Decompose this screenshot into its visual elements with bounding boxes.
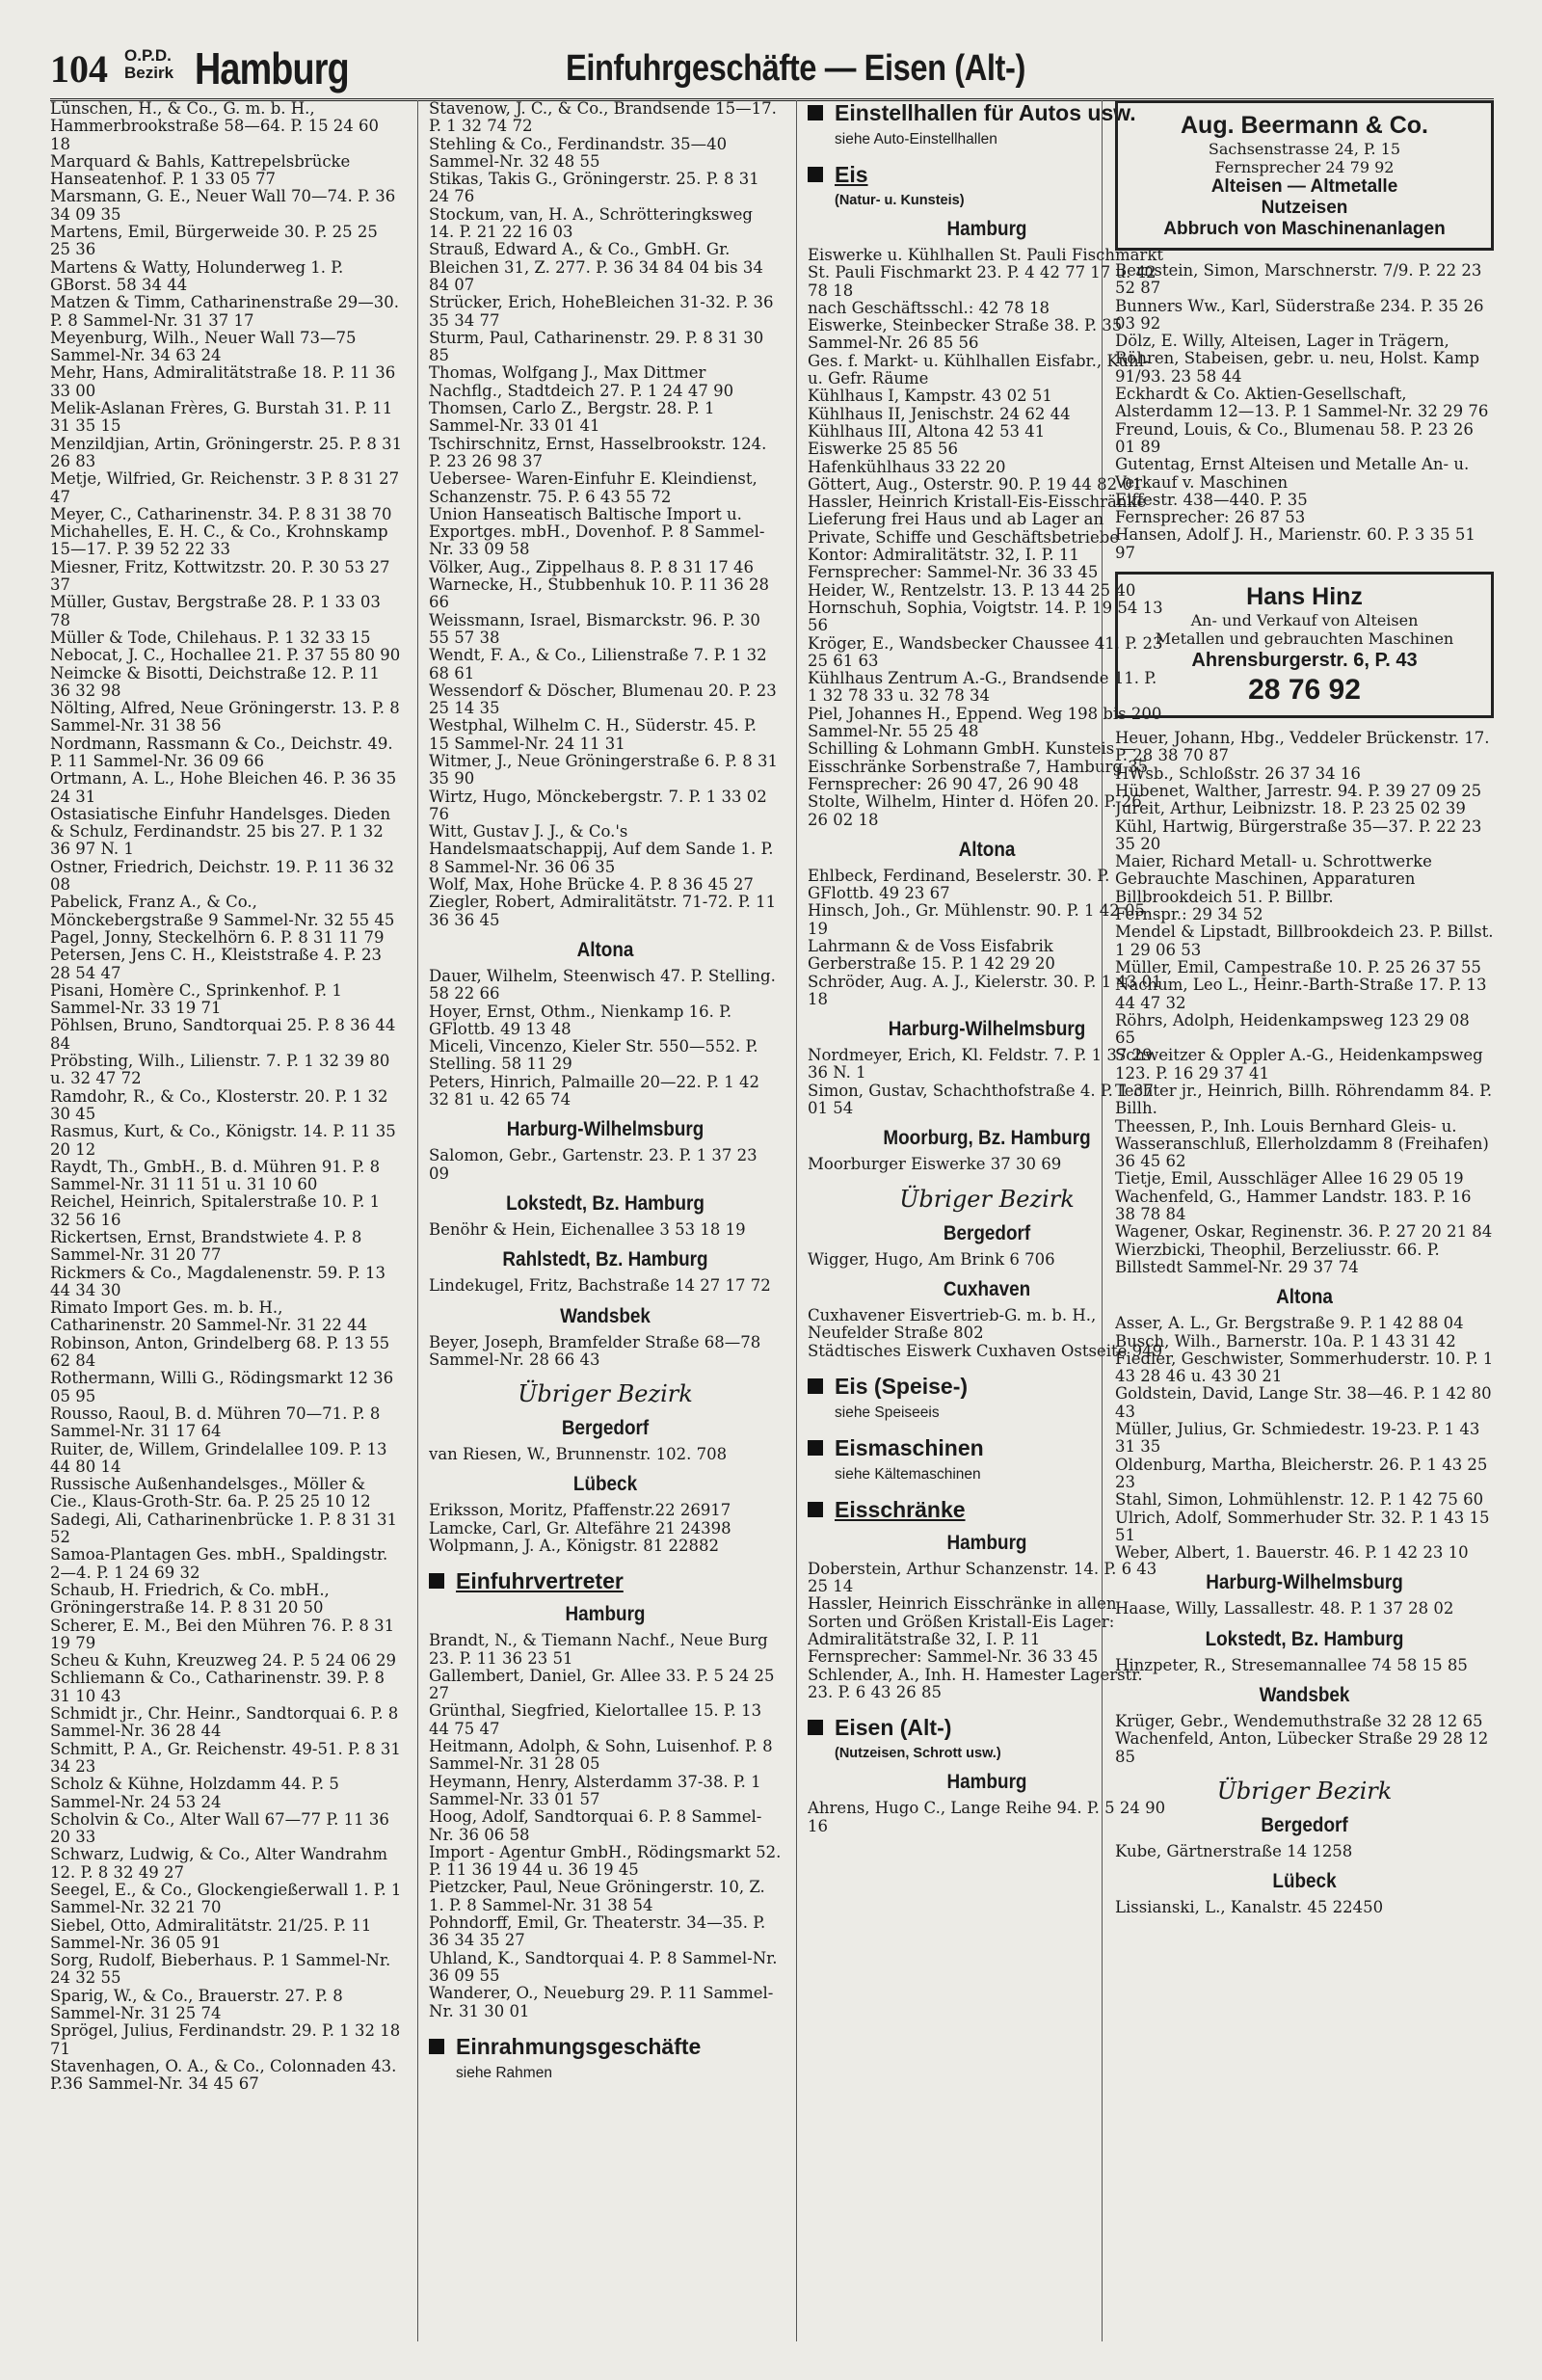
directory-entry: Hinsch, Joh., Gr. Mühlenstr. 90. P. 1 42 05 19 xyxy=(808,901,1145,938)
section-heading-eisschraenke xyxy=(808,1497,1166,1522)
directory-entry: Eckhardt & Co. Aktien-Gesellschaft, Alsterdamm 12—13. P. 1 Sammel-Nr. 32 29 76 xyxy=(1115,385,1489,421)
bullet-square-icon xyxy=(808,1440,823,1456)
directory-entry: Westphal, Wilhelm C. H., Süderstr. 45. P. 15 Sammel-Nr. 24 11 31 xyxy=(429,716,757,753)
directory-entry: Heymann, Henry, Alsterdamm 37-38. P. 1 Sammel-Nr. 33 01 57 xyxy=(429,1772,761,1808)
directory-entry: Eiswerke u. Kühlhallen St. Pauli Fischmarkt xyxy=(808,246,1163,264)
ad-address: Sachsenstrasse 24, P. 15 xyxy=(1208,140,1401,158)
directory-entry: Strauß, Edward A., & Co., GmbH. Gr. Bleichen 31, Z. 277. P. 36 34 84 04 bis 34 84 07 xyxy=(429,240,763,294)
directory-entry: Pöhlsen, Bruno, Sandtorquai 25. P. 8 36 44 84 xyxy=(50,1016,396,1053)
directory-entry: Theessen, P., Inh. Louis Bernhard Gleis- u. Wasseranschluß, Ellerholzdamm 8 (Freihafen) 36 45 62 xyxy=(1115,1116,1489,1171)
directory-entry: Pohndorff, Emil, Gr. Theaterstr. 34—35. P. 36 34 35 27 xyxy=(429,1913,766,1950)
ad-phone: 28 76 92 xyxy=(1248,674,1361,707)
columns xyxy=(50,100,1494,2341)
entry-list xyxy=(429,1147,782,1183)
advertisement-hinz xyxy=(1115,572,1494,718)
directory-entry: Gerberstraße 15. P. 1 42 29 20 xyxy=(808,954,1055,974)
column-4 xyxy=(1115,100,1494,2341)
entry-list xyxy=(1115,1657,1494,1674)
directory-entry: Weissmann, Israel, Bismarckstr. 96. P. 30 55 57 38 xyxy=(429,610,760,647)
directory-entry: Krüger, Gebr., Wendemuthstraße 32 28 12 65 xyxy=(1115,1712,1483,1730)
directory-entry: Meyer, C., Catharinenstr. 34. P. 8 31 38 70 xyxy=(50,504,392,523)
directory-entry: Schweitzer & Oppler A.-G., Heidenkampsweg 123. P. 16 29 37 41 xyxy=(1115,1046,1483,1083)
directory-entry: Witt, Gustav J. J., & Co.'s Handelsmaatschappij, Auf dem Sande 1. P. 8 Sammel-Nr. 36 06 35 xyxy=(429,822,774,876)
directory-entry: Strücker, Erich, HoheBleichen 31-32. P. 36 35 34 77 xyxy=(429,293,774,330)
bullet-square-icon xyxy=(808,1378,823,1394)
city-heading: Bergedorf xyxy=(561,1417,650,1440)
section-heading-einrahmung xyxy=(429,2034,782,2059)
directory-entry: Schaub, H. Friedrich, & Co. mbH., Gröningerstraße 14. P. 8 31 20 50 xyxy=(50,1580,330,1618)
directory-entry: Hübenet, Walther, Jarrestr. 94. P. 39 27 09 25 xyxy=(1115,781,1482,800)
entry-list xyxy=(429,1502,782,1555)
directory-entry: Marquard & Bahls, Kattrepelsbrücke Hanseatenhof. P. 1 33 05 77 xyxy=(50,151,351,189)
entry-list xyxy=(808,1156,1166,1173)
city-heading: Hamburg xyxy=(946,1531,1027,1554)
directory-entry: Ahrens, Hugo C., Lange Reihe 94. P. 5 24 90 16 xyxy=(808,1799,1166,1835)
directory-entry: Stockum, van, H. A., Schrötteringksweg 14. P. 21 22 16 03 xyxy=(429,204,753,242)
city-heading: Harburg-Wilhelmsburg xyxy=(888,1018,1086,1041)
entry-list xyxy=(1115,1315,1494,1562)
directory-entry: Schmitt, P. A., Gr. Reichenstr. 49-51. P. 8 31 34 23 xyxy=(50,1739,401,1776)
section-title: Eis (Speise-) xyxy=(835,1373,969,1399)
section-subtitle: (Natur- u. Kunsteis) xyxy=(835,193,965,208)
city-heading: Rahlstedt, Bz. Hamburg xyxy=(502,1248,708,1271)
directory-entry: Ziegler, Robert, Admiralitätstr. 71-72. P. 11 36 36 45 xyxy=(429,893,777,929)
directory-entry: Michahelles, E. H. C., & Co., Krohnskamp 15—17. P. 39 52 22 33 xyxy=(50,522,388,559)
entry-list xyxy=(429,968,782,1109)
directory-entry: Tschirschnitz, Ernst, Hasselbrookstr. 124. P. 23 26 98 37 xyxy=(429,434,767,470)
ad-company-name: Hans Hinz xyxy=(1246,583,1363,611)
entry-list xyxy=(1115,1843,1494,1860)
directory-entry: Bunners Ww., Karl, Süderstraße 234. P. 35 26 03 92 xyxy=(1115,296,1484,333)
city-heading: Hamburg xyxy=(946,218,1027,240)
directory-entry: Hafenkühlhaus 33 22 20 xyxy=(808,457,1006,476)
directory-entry: Grünthal, Siegfried, Kielortallee 15. P. 13 44 75 47 xyxy=(429,1701,762,1738)
directory-entry: Bernstein, Simon, Marschnerstr. 7/9. P. 22 23 52 87 xyxy=(1115,261,1482,298)
city-heading: Bergedorf xyxy=(943,1221,1031,1244)
directory-entry: Meyenburg, Wilh., Neuer Wall 73—75 Sammel-Nr. 34 63 24 xyxy=(50,328,357,365)
directory-entry: Eriksson, Moritz, Pfaffenstr.22 26917 xyxy=(429,1501,731,1520)
entry-list xyxy=(1115,1713,1494,1766)
directory-entry: Wachenfeld, Anton, Lübecker Straße 29 28 12 85 xyxy=(1115,1729,1489,1766)
directory-entry: nach Geschäftsschl.: 42 78 18 xyxy=(808,298,1050,317)
directory-entry: Uebersee- Waren-Einfuhr E. Kleindienst, Schanzenstr. 75. P. 6 43 55 72 xyxy=(429,469,758,506)
directory-entry: Robinson, Anton, Grindelberg 68. P. 13 55 62 84 xyxy=(50,1333,390,1371)
directory-entry: Mehr, Hans, Admiralitätstraße 18. P. 11 36 33 00 xyxy=(50,363,396,400)
directory-entry: Oldenburg, Martha, Bleicherstr. 26. P. 1 43 25 23 xyxy=(1115,1455,1488,1491)
city-heading: Lübeck xyxy=(1272,1870,1337,1893)
entry-list xyxy=(808,1307,1166,1360)
directory-entry: Schilling & Lohmann GmbH. Kunsteis — Eisschränke Sorbenstraße 7, Hamburg 35 xyxy=(808,739,1149,776)
column-2 xyxy=(429,100,782,2341)
directory-entry: Kühlhaus I, Kampstr. 43 02 51 xyxy=(808,387,1052,406)
directory-entry: Raydt, Th., GmbH., B. d. Mühren 91. P. 8 Sammel-Nr. 31 11 51 u. 31 10 60 xyxy=(50,1157,381,1194)
directory-entry: Hansen, Adolf J. H., Marienstr. 60. P. 3 35 51 97 xyxy=(1115,525,1476,562)
column-1 xyxy=(50,100,403,2341)
entry-list xyxy=(429,1277,782,1295)
directory-entry: Thomsen, Carlo Z., Bergstr. 28. P. 1 Sammel-Nr. 33 01 41 xyxy=(429,399,715,436)
directory-entry: Stikas, Takis G., Gröningerstr. 25. P. 8 31 24 76 xyxy=(429,170,759,206)
directory-entry: Wigger, Hugo, Am Brink 6 706 xyxy=(808,1249,1055,1269)
directory-entry: Lindekugel, Fritz, Bachstraße 14 27 17 72 xyxy=(429,1276,771,1296)
directory-entry: Hoyer, Ernst, Othm., Nienkamp 16. P. GFlottb. 49 13 48 xyxy=(429,1002,732,1038)
bullet-square-icon xyxy=(808,105,823,120)
directory-entry: Scheu & Kuhn, Kreuzweg 24. P. 5 24 06 29 xyxy=(50,1651,397,1671)
directory-entry: Müller & Tode, Chilehaus. P. 1 32 33 15 xyxy=(50,628,371,647)
directory-entry: Neimcke & Bisotti, Deichstraße 12. P. 11 36 32 98 xyxy=(50,663,380,700)
see-reference: siehe Speiseeis xyxy=(835,1404,940,1421)
directory-entry: Völker, Aug., Zippelhaus 8. P. 8 31 17 46 xyxy=(429,557,754,576)
region-heading: Übriger Bezirk xyxy=(1216,1777,1393,1805)
directory-entry: Schröder, Aug. A. J., Kielerstr. 30. P. 1 43 01 18 xyxy=(808,972,1162,1008)
directory-entry: Stolte, Wilhelm, Hinter d. Höfen 20. P. 26 26 02 18 xyxy=(808,792,1142,829)
directory-entry: Nachum, Leo L., Heinr.-Barth-Straße 17. P. 13 44 47 32 xyxy=(1115,976,1487,1012)
advertisement-beermann xyxy=(1115,100,1494,251)
entry-list xyxy=(429,100,782,929)
directory-entry: Fernsprecher: Sammel-Nr. 36 33 45 xyxy=(808,563,1099,582)
section-heading-einstellhallen xyxy=(808,100,1166,125)
directory-entry: Marsmann, G. E., Neuer Wall 70—74. P. 36 34 09 35 xyxy=(50,187,396,224)
directory-entry: Fernsprecher: 26 87 53 xyxy=(1115,508,1306,527)
section-heading-eis xyxy=(808,162,1166,187)
ad-address: Ahrensburgerstr. 6, P. 43 xyxy=(1191,650,1418,672)
entry-list xyxy=(429,1221,782,1239)
entry-list xyxy=(808,247,1166,829)
directory-entry: Sorg, Rudolf, Bieberhaus. P. 1 Sammel-Nr. 24 32 55 xyxy=(50,1951,391,1988)
entry-list xyxy=(429,1446,782,1463)
directory-entry: Müller, Gustav, Bergstraße 28. P. 1 33 03 78 xyxy=(50,593,381,629)
directory-entry: Import - Agentur GmbH., Rödingsmarkt 52. P. 11 36 19 44 u. 36 19 45 xyxy=(429,1842,782,1880)
directory-entry: Miceli, Vincenzo, Kieler Str. 550—552. P. Stelling. 58 11 29 xyxy=(429,1037,758,1074)
directory-entry: Kontor: Admiralitätstr. 32, I. P. 11 xyxy=(808,546,1079,565)
directory-entry: Sprögel, Julius, Ferdinandstr. 29. P. 1 32 18 71 xyxy=(50,2021,401,2058)
directory-entry: Siebel, Otto, Admiralitätstr. 21/25. P. 11 Sammel-Nr. 36 05 91 xyxy=(50,1915,372,1952)
directory-entry: Scholz & Kühne, Holzdamm 44. P. 5 Sammel-Nr. 24 53 24 xyxy=(50,1775,339,1811)
ad-line: An- und Verkauf von Alteisen xyxy=(1190,611,1419,630)
entry-list xyxy=(1115,730,1494,1276)
section-title: Einfuhrvertreter xyxy=(456,1568,624,1594)
directory-entry: Ulrich, Adolf, Sommerhuder Str. 32. P. 1 43 15 51 xyxy=(1115,1508,1490,1544)
entry-list xyxy=(1115,1600,1494,1618)
bullet-square-icon xyxy=(808,167,823,182)
directory-entry: Eiswerke 25 85 56 xyxy=(808,440,959,459)
district-label xyxy=(124,47,173,82)
directory-entry: Beyer, Joseph, Bramfelder Straße 68—78 Sammel-Nr. 28 66 43 xyxy=(429,1332,761,1369)
directory-entry: Hoog, Adolf, Sandtorquai 6. P. 8 Sammel-Nr. 36 06 58 xyxy=(429,1807,762,1844)
bullet-square-icon xyxy=(429,2039,444,2054)
see-reference: siehe Auto-Einstellhallen xyxy=(835,131,997,147)
city-heading: Lokstedt, Bz. Hamburg xyxy=(506,1191,705,1215)
directory-entry: Witmer, J., Neue Gröningerstraße 6. P. 8 31 35 90 xyxy=(429,751,779,789)
ad-line: Metallen und gebrauchten Maschinen xyxy=(1155,629,1454,649)
directory-entry: Jureit, Arthur, Leibnizstr. 18. P. 23 25 02 39 xyxy=(1115,799,1466,818)
directory-entry: Pietzcker, Paul, Neue Gröningerstr. 10, Z. 1. P. 8 Sammel-Nr. 31 38 54 xyxy=(429,1878,765,1914)
ad-line: Abbruch von Maschinenanlagen xyxy=(1163,219,1446,239)
bullet-square-icon xyxy=(429,1573,444,1589)
section-title: Eis xyxy=(835,162,868,187)
directory-entry: Dölz, E. Willy, Alteisen, Lager in Trägern, Röhren, Stabeisen, gebr. u. neu, Holst. Kamp 91/93. 23 58 44 xyxy=(1115,332,1480,386)
directory-entry: Rasmus, Kurt, & Co., Königstr. 14. P. 11 35 20 12 xyxy=(50,1122,396,1159)
directory-entry: HWsb., Schloßstr. 26 37 34 16 xyxy=(1115,763,1361,783)
ad-line: Nutzeisen xyxy=(1261,198,1348,218)
city-heading: Altona xyxy=(1276,1286,1333,1309)
directory-entry: Tietje, Emil, Ausschläger Allee 16 29 05 19 xyxy=(1115,1169,1464,1189)
entry-list xyxy=(808,1561,1166,1701)
directory-entry: Heitmann, Adolph, & Sohn, Luisenhof. P. 8 Sammel-Nr. 31 28 05 xyxy=(429,1737,773,1774)
directory-entry: Städtisches Eiswerk Cuxhaven Ostseite 949 xyxy=(808,1341,1163,1360)
directory-entry: Rickertsen, Ernst, Brandstwiete 4. P. 8 Sammel-Nr. 31 20 77 xyxy=(50,1228,362,1265)
directory-entry: Pagel, Jonny, Steckelhörn 6. P. 8 31 11 79 xyxy=(50,927,385,947)
directory-entry: Wirtz, Hugo, Mönckebergstr. 7. P. 1 33 02 76 xyxy=(429,787,767,823)
city-heading: Harburg-Wilhelmsburg xyxy=(506,1118,705,1141)
directory-entry: Nebocat, J. C., Hochallee 21. P. 37 55 80 90 xyxy=(50,646,401,665)
entry-list xyxy=(808,868,1166,1008)
directory-entry: Uhland, K., Sandtorquai 4. P. 8 Sammel-Nr. 36 09 55 xyxy=(429,1948,778,1985)
district-label-line2: Bezirk xyxy=(124,64,174,82)
city-heading: Wandsbek xyxy=(1259,1684,1350,1706)
directory-entry: Rousso, Raoul, B. d. Mühren 70—71. P. 8 Sammel-Nr. 31 17 64 xyxy=(50,1404,381,1441)
directory-entry: Admiralitätstraße 32, I. P. 11 xyxy=(808,1630,1041,1649)
directory-entry: Mendel & Lipstadt, Billbrookdeich 23. P. Billst. 1 29 06 53 xyxy=(1115,923,1494,959)
directory-entry: Hinzpeter, R., Stresemannallee 74 58 15 85 xyxy=(1115,1655,1468,1674)
section-heading-einfuhrvertreter xyxy=(429,1568,782,1593)
directory-entry: Busch, Wilh., Barnerstr. 10a. P. 1 43 31 42 xyxy=(1115,1331,1456,1350)
directory-entry: Reichel, Heinrich, Spitalerstraße 10. P. 1 32 56 16 xyxy=(50,1192,381,1229)
directory-entry: Martens & Watty, Holunderweg 1. P. GBorst. 58 34 44 xyxy=(50,257,344,294)
entry-list xyxy=(429,1334,782,1370)
directory-entry: Brandt, N., & Tiemann Nachf., Neue Burg 23. P. 11 36 23 51 xyxy=(429,1631,768,1668)
section-subtitle: (Nutzeisen, Schrott usw.) xyxy=(835,1746,1001,1762)
section-title: Einstellhallen für Autos usw. xyxy=(835,100,1136,125)
city-heading: Lokstedt, Bz. Hamburg xyxy=(1205,1627,1404,1650)
directory-entry: Weber, Albert, 1. Bauerstr. 46. P. 1 42 23 10 xyxy=(1115,1543,1469,1563)
bullet-square-icon xyxy=(808,1502,823,1517)
directory-entry: Cuxhavener Eisvertrieb-G. m. b. H., Neufelder Straße 802 xyxy=(808,1305,1097,1343)
entry-list xyxy=(50,100,403,2094)
directory-entry: Fernsprecher: Sammel-Nr. 36 33 45 xyxy=(808,1647,1099,1667)
directory-entry: Sparig, W., & Co., Brauerstr. 27. P. 8 Sammel-Nr. 31 25 74 xyxy=(50,1986,343,2023)
city-heading: Altona xyxy=(576,938,634,961)
directory-entry: Müller, Emil, Campestraße 10. P. 25 26 37 55 xyxy=(1115,957,1481,976)
entry-list xyxy=(808,1251,1166,1269)
directory-entry: St. Pauli Fischmarkt 23. P. 4 42 77 17 u. 42 78 18 xyxy=(808,263,1156,300)
directory-entry: Wolf, Max, Hohe Brücke 4. P. 8 36 45 27 xyxy=(429,875,754,895)
directory-entry: Röhrs, Adolph, Heidenkampsweg 123 29 08 65 xyxy=(1115,1010,1470,1048)
entry-list xyxy=(429,1632,782,2020)
directory-entry: Techter jr., Heinrich, Billh. Röhrendamm 84. P. Billh. xyxy=(1115,1081,1493,1118)
bullet-square-icon xyxy=(808,1720,823,1735)
section-heading-eisen-alt xyxy=(808,1715,1166,1740)
directory-entry: Nordmeyer, Erich, Kl. Feldstr. 7. P. 1 37 29 36 N. 1 xyxy=(808,1046,1153,1083)
directory-entry: Schwarz, Ludwig, & Co., Alter Wandrahm 12. P. 8 32 49 27 xyxy=(50,1845,388,1882)
directory-entry: Hassler, Heinrich Kristall-Eis-Eisschränke Lieferung frei Haus und ab Lager an Private, Schiffe und Geschäftsbetriebe xyxy=(808,493,1147,547)
city-heading: Hamburg xyxy=(565,1603,646,1626)
directory-entry: Wachenfeld, G., Hammer Landstr. 183. P. 16 38 78 84 xyxy=(1115,1187,1472,1224)
directory-entry: Lahrmann & de Voss Eisfabrik xyxy=(808,936,1053,955)
directory-entry: Wierzbicki, Theophil, Berzeliusstr. 66. P. Billstedt Sammel-Nr. 29 37 74 xyxy=(1115,1240,1440,1276)
ad-company-name: Aug. Beermann & Co. xyxy=(1181,112,1428,139)
section-heading-eismaschinen xyxy=(808,1435,1166,1460)
city-heading: Lübeck xyxy=(572,1473,638,1496)
directory-entry: Lünschen, H., & Co., G. m. b. H., Hammerbrookstraße 58—64. P. 15 24 60 18 xyxy=(50,100,380,153)
section-title: Eisen (Alt-) xyxy=(835,1715,952,1741)
directory-entry: Kröger, E., Wandsbecker Chaussee 41. P. 23 25 61 63 xyxy=(808,633,1163,670)
region-heading: Übriger Bezirk xyxy=(518,1380,693,1408)
directory-entry: Russische Außenhandelsges., Möller & Cie., Klaus-Groth-Str. 6a. P. 25 25 10 12 xyxy=(50,1475,371,1511)
column-divider xyxy=(417,100,418,2341)
city-heading: Hamburg xyxy=(946,1771,1027,1794)
directory-entry: Salomon, Gebr., Gartenstr. 23. P. 1 37 23 09 xyxy=(429,1146,758,1183)
directory-entry: Pisani, Homère C., Sprinkenhof. P. 1 Sammel-Nr. 33 19 71 xyxy=(50,980,342,1018)
directory-entry: Nordmann, Rassmann & Co., Deichstr. 49. P. 11 Sammel-Nr. 36 09 66 xyxy=(50,734,393,770)
directory-entry: Kühlhaus II, Jenischstr. 24 62 44 xyxy=(808,404,1071,423)
directory-entry: Matzen & Timm, Catharinenstraße 29—30. P. 8 Sammel-Nr. 31 37 17 xyxy=(50,293,400,330)
directory-entry: Müller, Julius, Gr. Schmiedestr. 19-23. P. 1 43 31 35 xyxy=(1115,1420,1480,1457)
directory-entry: Samoa-Plantagen Ges. mbH., Spaldingstr. 2—4. P. 1 24 69 32 xyxy=(50,1545,388,1582)
directory-entry: Melik-Aslanan Frères, G. Burstah 31. P. 11 31 35 15 xyxy=(50,399,393,436)
entry-list xyxy=(1115,262,1494,562)
column-divider xyxy=(796,100,797,2341)
directory-entry: Rothermann, Willi G., Rödingsmarkt 12 36 05 95 xyxy=(50,1369,394,1405)
directory-entry: Eiffestr. 438—440. P. 35 xyxy=(1115,490,1308,509)
directory-entry: Peters, Hinrich, Palmaille 20—22. P. 1 42 32 81 u. 42 65 74 xyxy=(429,1072,759,1110)
directory-entry: Nölting, Alfred, Neue Gröningerstr. 13. P. 8 Sammel-Nr. 31 38 56 xyxy=(50,699,400,735)
directory-entry: Petersen, Jens C. H., Kleiststraße 4. P. 23 28 54 47 xyxy=(50,946,382,982)
entry-list xyxy=(808,1047,1166,1117)
directory-entry: Simon, Gustav, Schachthofstraße 4. P. 1 37 01 54 xyxy=(808,1081,1154,1118)
directory-entry: Stahl, Simon, Lohmühlenstr. 12. P. 1 42 75 60 xyxy=(1115,1490,1484,1510)
entry-list xyxy=(808,1800,1166,1835)
ad-line: Alteisen — Altmetalle xyxy=(1210,176,1398,197)
see-reference: siehe Kältemaschinen xyxy=(835,1465,981,1483)
section-title: Eisschränke xyxy=(835,1496,966,1522)
directory-entry: Asser, A. L., Gr. Bergstraße 9. P. 1 42 88 04 xyxy=(1115,1314,1464,1333)
directory-entry: Warnecke, H., Stubbenhuk 10. P. 11 36 28 66 xyxy=(429,575,770,612)
directory-entry: Scholvin & Co., Alter Wall 67—77 P. 11 36 20 33 xyxy=(50,1809,389,1847)
directory-entry: Ehlbeck, Ferdinand, Beselerstr. 30. P. GFlottb. 49 23 67 xyxy=(808,866,1110,903)
city-heading: Altona xyxy=(958,838,1016,861)
directory-entry: Union Hanseatisch Baltische Import u. Exportges. mbH., Dovenhof. P. 8 Sammel-Nr. 33 09 58 xyxy=(429,504,765,559)
directory-entry: Fernsprecher: 26 90 47, 26 90 48 xyxy=(808,774,1079,793)
directory-entry: Ortmann, A. L., Hohe Bleichen 46. P. 36 35 24 31 xyxy=(50,769,397,806)
directory-entry: Schlender, A., Inh. H. Hamester Lagerstr. 23. P. 6 43 26 85 xyxy=(808,1665,1143,1701)
directory-entry: Wagener, Oskar, Reginenstr. 36. P. 27 20 21 84 xyxy=(1115,1222,1493,1242)
directory-entry: Menzildjian, Artin, Gröningerstr. 25. P. 8 31 26 83 xyxy=(50,434,403,470)
city-heading: Moorburg, Bz. Hamburg xyxy=(883,1127,1091,1150)
directory-entry: Fernspr.: 29 34 52 xyxy=(1115,905,1263,924)
directory-entry: Scherer, E. M., Bei den Mühren 76. P. 8 31 19 79 xyxy=(50,1616,395,1652)
directory-entry: Fiedler, Geschwister, Sommerhuderstr. 10. P. 1 43 28 46 u. 43 30 21 xyxy=(1115,1349,1494,1386)
directory-entry: Lissianski, L., Kanalstr. 45 22450 xyxy=(1115,1898,1384,1917)
page-title: Einfuhrgeschäfte — Eisen (Alt-) xyxy=(566,48,1025,89)
directory-entry: Maier, Richard Metall- u. Schrottwerke Gebrauchte Maschinen, Apparaturen Billbrookdeich 51. P. Billbr. xyxy=(1115,852,1432,906)
directory-entry: Hornschuh, Sophia, Voigtstr. 14. P. 19 54 13 56 xyxy=(808,598,1163,635)
entry-list xyxy=(1115,1899,1494,1916)
directory-entry: Dauer, Wilhelm, Steenwisch 47. P. Stelling. 58 22 66 xyxy=(429,966,776,1003)
directory-entry: Stavenow, J. C., & Co., Brandsende 15—17. P. 1 32 74 72 xyxy=(429,100,777,136)
page-number: 104 xyxy=(50,47,108,91)
directory-entry: Eiswerke, Steinbecker Straße 38. P. 35 Sammel-Nr. 26 85 56 xyxy=(808,316,1123,353)
directory-entry: Schliemann & Co., Catharinenstr. 39. P. 8 31 10 43 xyxy=(50,1669,386,1705)
directory-entry: Gutentag, Ernst Alteisen und Metalle An- u. Verkauf v. Maschinen xyxy=(1115,455,1470,492)
city-heading: Harburg-Wilhelmsburg xyxy=(1206,1571,1403,1594)
district-label-line1: O.P.D. xyxy=(124,46,172,65)
column-3 xyxy=(808,100,1166,2341)
directory-entry: Ges. f. Markt- u. Kühlhallen Eisfabr., Kühl- u. Gefr. Räume xyxy=(808,351,1150,388)
directory-entry: Kube, Gärtnerstraße 14 1258 xyxy=(1115,1841,1353,1860)
directory-entry: Piel, Johannes H., Eppend. Weg 198 bis 200 Sammel-Nr. 55 25 48 xyxy=(808,704,1162,741)
directory-entry: Wolpmann, J. A., Königstr. 81 22882 xyxy=(429,1537,719,1555)
city-heading: Cuxhaven xyxy=(943,1277,1031,1300)
directory-entry: Pabelick, Franz A., & Co., Mönckebergstraße 9 Sammel-Nr. 32 55 45 xyxy=(50,893,395,929)
directory-entry: Doberstein, Arthur Schanzenstr. 14. P. 6 43 25 14 xyxy=(808,1559,1157,1596)
directory-entry: Haase, Willy, Lassallestr. 48. P. 1 37 28 02 xyxy=(1115,1599,1454,1618)
directory-entry: Wendt, F. A., & Co., Lilienstraße 7. P. 1 32 68 61 xyxy=(429,646,767,682)
directory-entry: Seegel, E., & Co., Glockengießerwall 1. P. 1 Sammel-Nr. 32 21 70 xyxy=(50,1880,402,1917)
directory-entry: Rickmers & Co., Magdalenenstr. 59. P. 13 44 34 30 xyxy=(50,1263,386,1299)
section-heading-eis-speise xyxy=(808,1374,1166,1399)
directory-entry: Heuer, Johann, Hbg., Veddeler Brückenstr. 17. P. 28 38 70 87 xyxy=(1115,729,1490,765)
directory-entry: Benöhr & Hein, Eichenallee 3 53 18 19 xyxy=(429,1219,746,1239)
directory-entry: Lamcke, Carl, Gr. Altefähre 21 24398 xyxy=(429,1518,731,1538)
directory-entry: Rimato Import Ges. m. b. H., Catharinenstr. 20 Sammel-Nr. 31 22 44 xyxy=(50,1298,368,1335)
ad-phone: Fernsprecher 24 79 92 xyxy=(1214,158,1395,176)
directory-entry: Gallembert, Daniel, Gr. Allee 33. P. 5 24 25 27 xyxy=(429,1666,775,1703)
directory-entry: Wanderer, O., Neueburg 29. P. 11 Sammel-Nr. 31 30 01 xyxy=(429,1984,774,2020)
directory-entry: Thomas, Wolfgang J., Max Dittmer Nachflg., Stadtdeich 27. P. 1 24 47 90 xyxy=(429,363,734,400)
see-reference: siehe Rahmen xyxy=(456,2064,552,2081)
directory-entry: Kühlhaus Zentrum A.-G., Brandsende 11. P. 1 32 78 33 u. 32 78 34 xyxy=(808,669,1157,706)
header-city: Hamburg xyxy=(195,43,349,94)
directory-entry: Ostasiatische Einfuhr Handelsges. Dieden & Schulz, Ferdinandstr. 25 bis 27. P. 1 32 36 97 N. 1 xyxy=(50,804,391,859)
directory-entry: Sadegi, Ali, Catharinenbrücke 1. P. 8 31 31 52 xyxy=(50,1510,398,1547)
directory-entry: Hassler, Heinrich Eisschränke in allen Sorten und Größen Kristall-Eis Lager: xyxy=(808,1594,1117,1631)
directory-entry: Goldstein, David, Lange Str. 38—46. P. 1 42 80 43 xyxy=(1115,1384,1492,1421)
directory-entry: Miesner, Fritz, Kottwitzstr. 20. P. 30 53 27 37 xyxy=(50,557,390,595)
directory-entry: van Riesen, W., Brunnenstr. 102. 708 xyxy=(429,1445,728,1464)
directory-entry: Martens, Emil, Bürgerweide 30. P. 25 25 25 36 xyxy=(50,223,378,259)
directory-entry: Wessendorf & Döscher, Blumenau 20. P. 23 25 14 35 xyxy=(429,681,777,718)
directory-entry: Stavenhagen, O. A., & Co., Colonnaden 43. P.36 Sammel-Nr. 34 45 67 xyxy=(50,2056,397,2094)
page-header xyxy=(50,39,1494,101)
city-heading: Bergedorf xyxy=(1261,1813,1348,1836)
directory-entry: Heider, W., Rentzelstr. 13. P. 13 44 25 40 xyxy=(808,580,1136,600)
section-title: Einrahmungsgeschäfte xyxy=(456,2033,702,2059)
directory-entry: Ostner, Friedrich, Deichstr. 19. P. 11 36 32 08 xyxy=(50,857,395,895)
directory-entry: Kühlhaus III, Altona 42 53 41 xyxy=(808,421,1046,441)
directory-entry: Schmidt jr., Chr. Heinr., Sandtorquai 6. P. 8 Sammel-Nr. 36 28 44 xyxy=(50,1704,399,1741)
directory-entry: Ruiter, de, Willem, Grindelallee 109. P. 13 44 80 14 xyxy=(50,1439,387,1476)
directory-entry: Freund, Louis, & Co., Blumenau 58. P. 23 26 01 89 xyxy=(1115,419,1474,456)
section-title: Eismaschinen xyxy=(835,1434,984,1460)
directory-entry: Moorburger Eiswerke 37 30 69 xyxy=(808,1155,1062,1174)
directory-entry: Pröbsting, Wilh., Lilienstr. 7. P. 1 32 39 80 u. 32 47 72 xyxy=(50,1052,390,1088)
directory-entry: Ramdohr, R., & Co., Klosterstr. 20. P. 1 32 30 45 xyxy=(50,1086,388,1123)
city-heading: Wandsbek xyxy=(560,1304,651,1327)
directory-entry: Sturm, Paul, Catharinenstr. 29. P. 8 31 30 85 xyxy=(429,328,764,365)
directory-entry: Kühl, Hartwig, Bürgerstraße 35—37. P. 22 23 35 20 xyxy=(1115,816,1482,853)
directory-entry: Metje, Wilfried, Gr. Reichenstr. 3 P. 8 31 27 47 xyxy=(50,469,400,506)
region-heading: Übriger Bezirk xyxy=(899,1185,1075,1213)
directory-entry: Göttert, Aug., Osterstr. 90. P. 19 44 82 01 xyxy=(808,474,1143,494)
directory-entry: Stehling & Co., Ferdinandstr. 35—40 Sammel-Nr. 32 48 55 xyxy=(429,134,728,171)
